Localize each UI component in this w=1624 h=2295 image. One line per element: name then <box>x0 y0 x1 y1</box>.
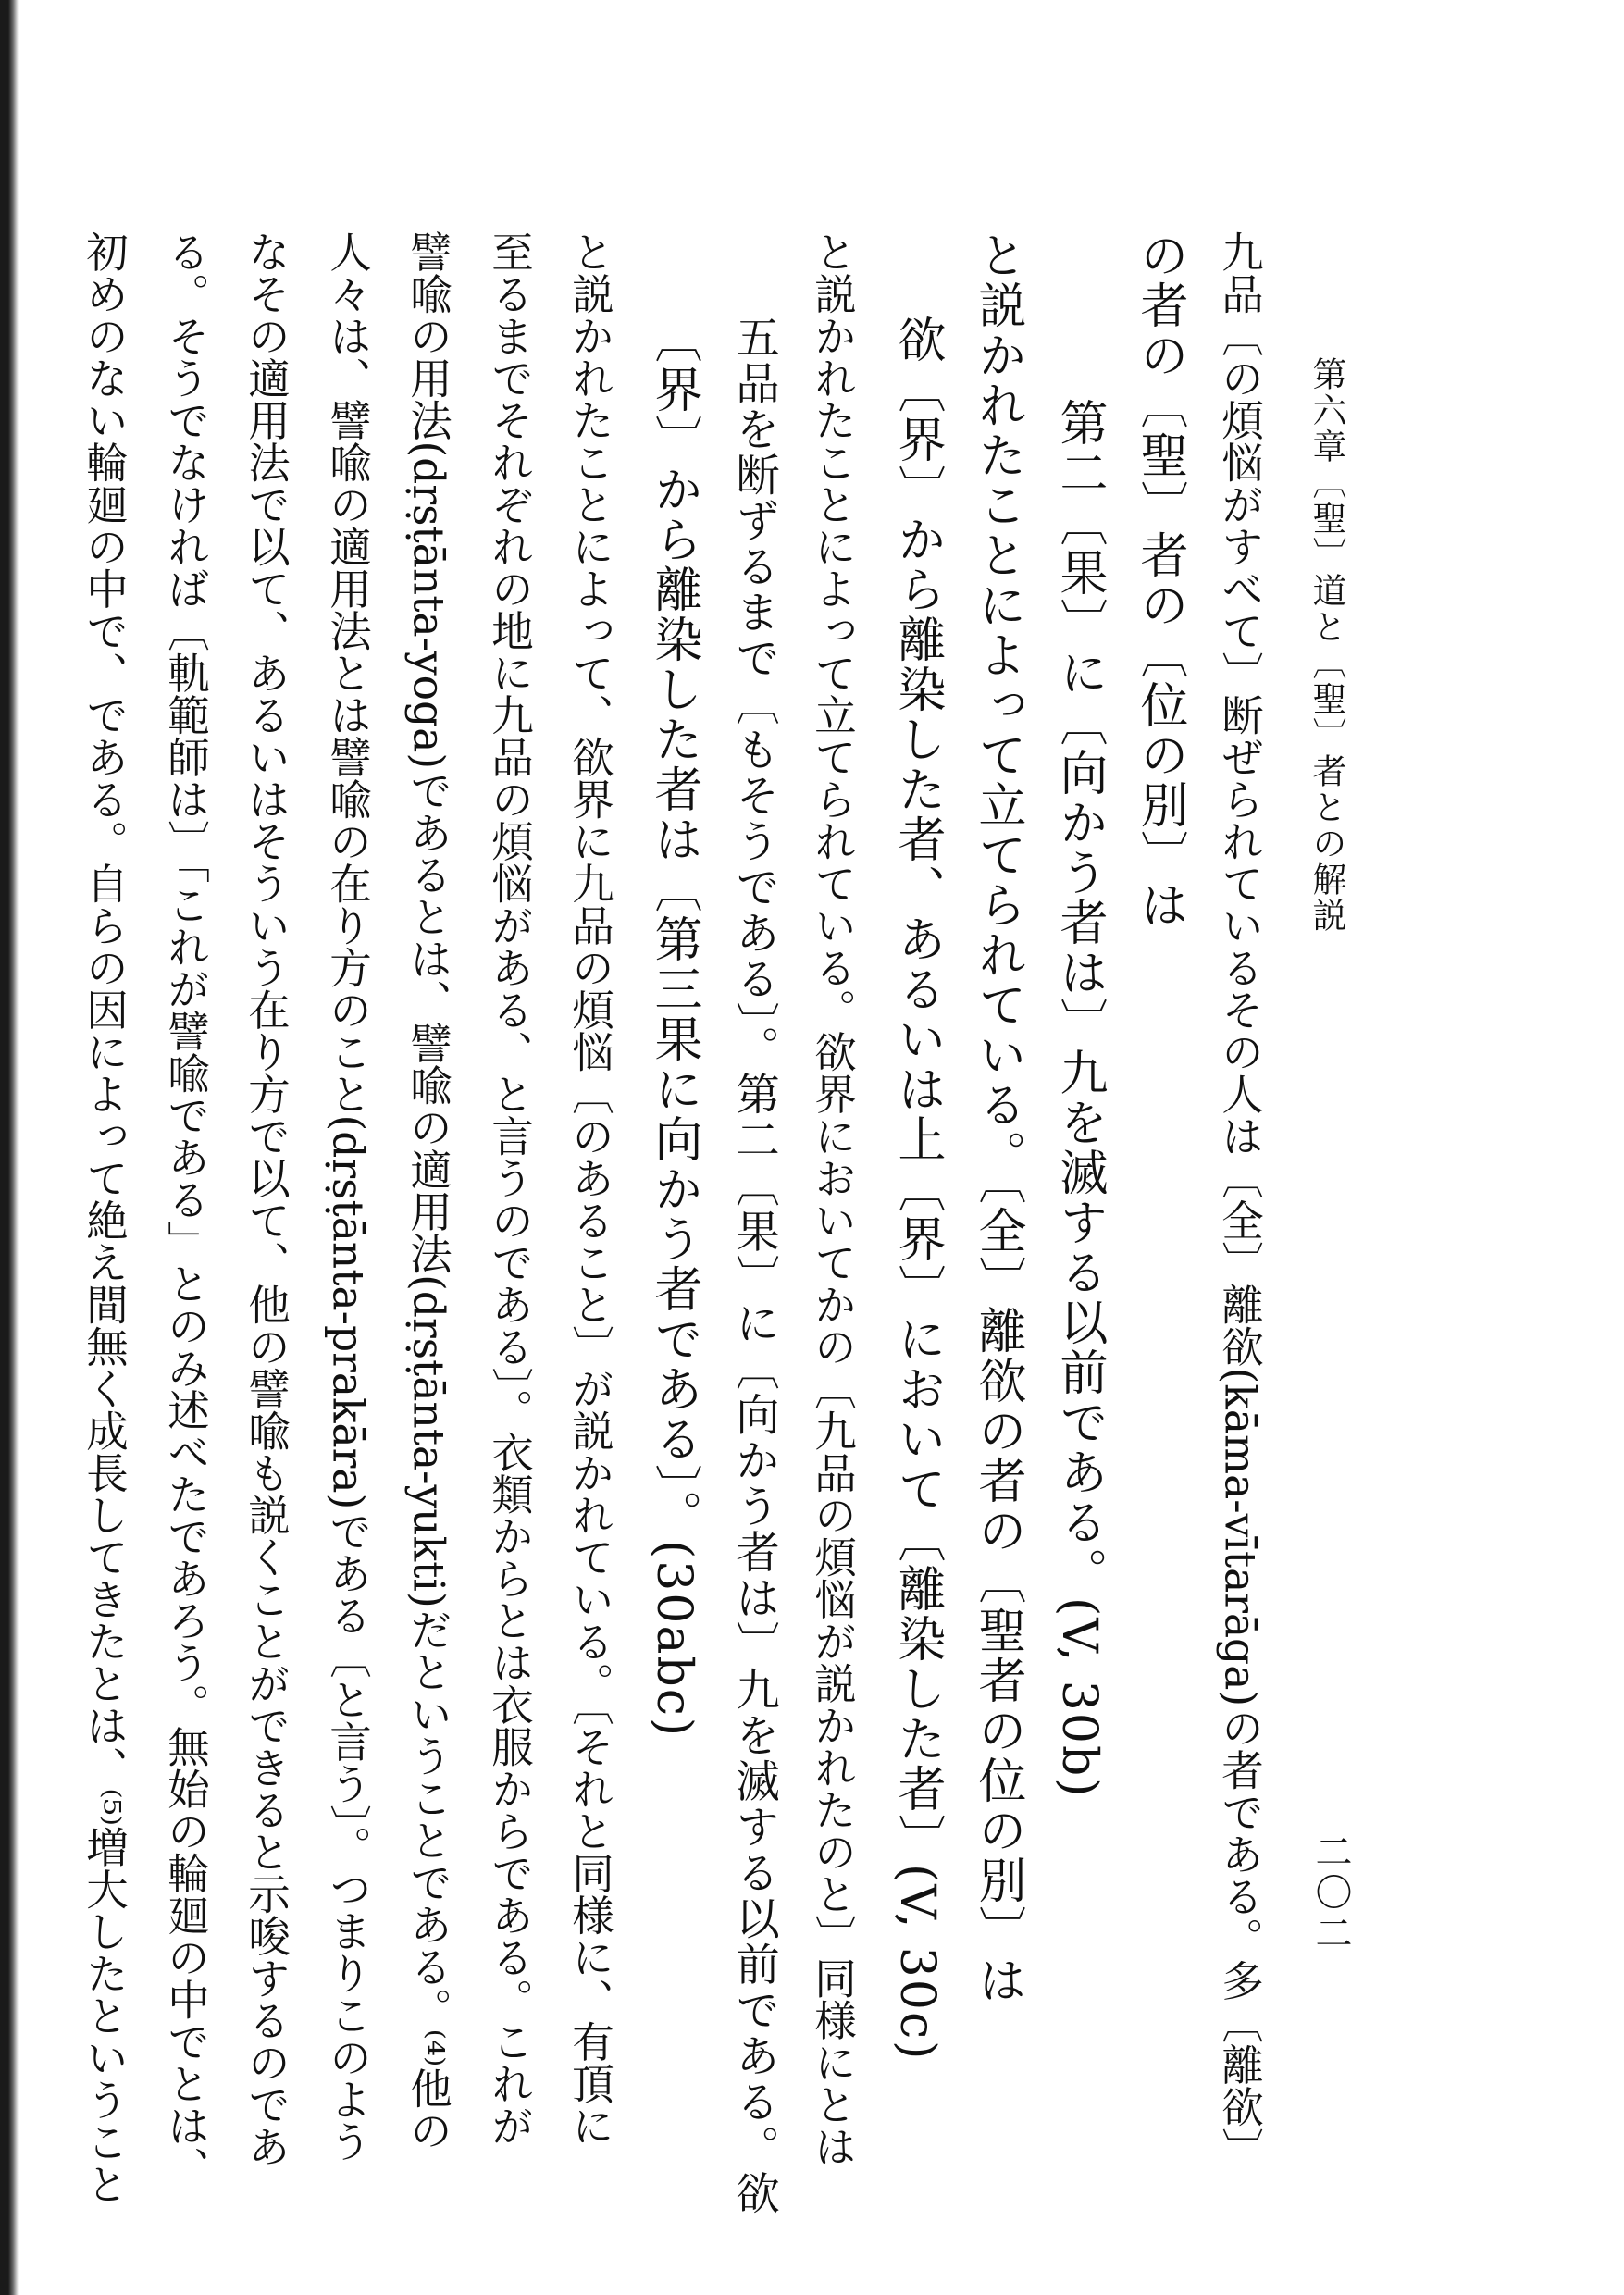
text-line-11: 譬喩の用法(dṛṣṭānta-yoga)であるとは、譬喩の適用法(dṛṣṭānta-yukti)だということである。⁽⁴⁾他の <box>403 230 453 2152</box>
text-line-1: 九品〔の煩悩がすべて〕断ぜられているその人は〔全〕離欲(kāma-vītarāga)の者である。多〔離欲〕 <box>1215 230 1265 2170</box>
text-line-8: 〔界〕から離染した者は〔第三果に向かう者である〕。(30abc) <box>646 315 701 1739</box>
text-line-6: と説かれたことによって立てられている。欲界においてかの〔九品の煩悩が説かれたのと〕同様にとは <box>808 230 858 2167</box>
text-line-13: なその適用法で以て、あるいはそういう在り方で以て、他の譬喩も説くことができると示唆するのであ <box>242 230 291 2167</box>
text-line-2: の者の〔聖〕者の〔位の別〕は <box>1132 230 1187 930</box>
text-line-9: と説かれたことによって、欲界に九品の煩悩〔のあること〕が説かれている。〔それと同様に、有頂に <box>565 230 615 2147</box>
page-number: 二〇二 <box>1309 1832 1352 1954</box>
binding-edge <box>0 0 19 2295</box>
text-line-4: と説かれたことによって立てられている。〔全〕離欲の者の〔聖者の位の別〕は <box>970 230 1025 2005</box>
text-line-14: る。そうでなければ〔軌範師は〕「これが譬喩である」とのみ述べたであろう。無始の輪廻の中でとは、 <box>161 230 211 2189</box>
running-header: 第六章〔聖〕道と〔聖〕者との解説 <box>1307 356 1346 934</box>
text-line-10: 至るまでそれぞれの地に九品の煩悩がある、と言うのである〕。衣類からとは衣服からである。これが <box>485 230 535 2147</box>
text-line-15: 初めのない輪廻の中で、である。自らの因によって絶え間無く成長してきたとは、⁽⁵⁾増大したということ <box>80 230 130 2205</box>
text-line-3: 第二〔果〕に〔向かう者は〕九を滅する以前である。(V, 30b) <box>1051 398 1107 1799</box>
text-line-12: 人々は、譬喩の適用法とは譬喩の在り方のこと(dṛṣṭānta-prakāra)である〔と言う〕。つまりこのよう <box>323 230 373 2163</box>
text-line-5: 欲〔界〕から離染した者、あるいは上〔界〕において〔離染した者〕(V, 30c) <box>889 315 945 2062</box>
text-line-7: 五品を断ずるまで〔もそうである〕。第二〔果〕に〔向かう者は〕九を滅する以前である。欲 <box>727 315 779 2217</box>
